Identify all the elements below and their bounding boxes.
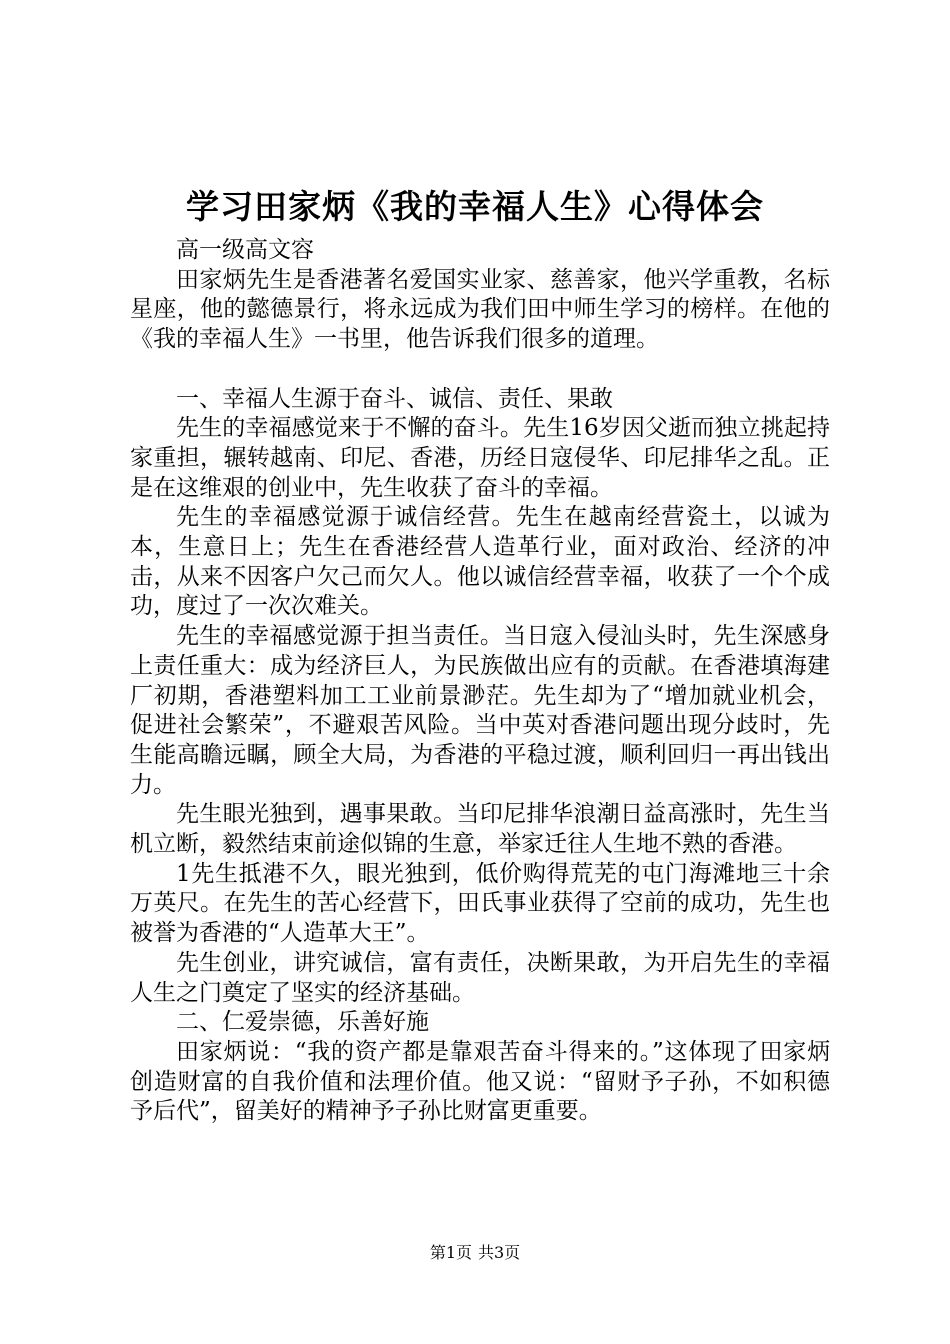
- page-number: 第1页: [429, 1243, 472, 1262]
- paragraph: 先生的幸福感觉来于不懈的奋斗。先生16岁因父逝而独立挑起持家重担，辗转越南、印尼、香港，历经日寇侵华、印尼排华之乱。正是在这维艰的创业中，先生收获了奋斗的幸福。: [130, 415, 830, 501]
- section-heading: 二、仁爱崇德，乐善好施: [176, 1009, 429, 1036]
- paragraph: 田家炳先生是香港著名爱国实业家、慈善家，他兴学重教，名标星座，他的懿德景行，将永远成为我们田中师生学习的榜样。在他的《我的幸福人生》一书里，他告诉我们很多的道理。: [130, 266, 830, 353]
- page-total: 共3页: [478, 1243, 521, 1262]
- paragraph: 1先生抵港不久，眼光独到，低价购得荒芜的屯门海滩地三十余万英尺。在先生的苦心经营下，田氏事业获得了空前的成功，先生也被誉为香港的“人造革大王”。: [130, 860, 830, 947]
- document-body: [130, 236, 830, 1127]
- paragraph: 先生眼光独到，遇事果敢。当印尼排华浪潮日益高涨时，先生当机立断，毅然结束前途似锦的生意，举家迁往人生地不熟的香港。: [130, 801, 830, 858]
- author-line: 高一级高文容: [176, 237, 314, 263]
- paragraph: 先生的幸福感觉源于担当责任。当日寇入侵汕头时，先生深感身上责任重大：成为经济巨人，为民族做出应有的贡献。在香港填海建厂初期，香港塑料加工工业前景渺茫。先生却为了“增加就业机会，促进社会繁荣”，不避艰苦风险。当中英对香港问题出现分歧时，先生能高瞻远瞩，顾全大局，为香港的平稳过渡，顺利回归一再出钱出力。: [130, 623, 830, 798]
- document-title: 学习田家炳《我的幸福人生》心得体会: [186, 187, 764, 226]
- page-footer: [0, 1243, 950, 1263]
- paragraph: 先生创业，讲究诚信，富有责任，决断果敢，为开启先生的幸福人生之门奠定了坚实的经济基础。: [130, 949, 830, 1006]
- section-heading: 一、幸福人生源于奋斗、诚信、责任、果敢: [176, 385, 613, 412]
- paragraph: 先生的幸福感觉源于诚信经营。先生在越南经营瓷土，以诚为本，生意日上；先生在香港经营人造革行业，面对政治、经济的冲击，从来不因客户欠己而欠人。他以诚信经营幸福，收获了一个个成功，度过了一次次难关。: [130, 504, 830, 620]
- paragraph: 田家炳说：“我的资产都是靠艰苦奋斗得来的。”这体现了田家炳创造财富的自我价值和法理价值。他又说：“留财予子孙，不如积德予后代”，留美好的精神予子孙比财富更重要。: [130, 1038, 830, 1125]
- paragraph-spacer: [130, 355, 830, 385]
